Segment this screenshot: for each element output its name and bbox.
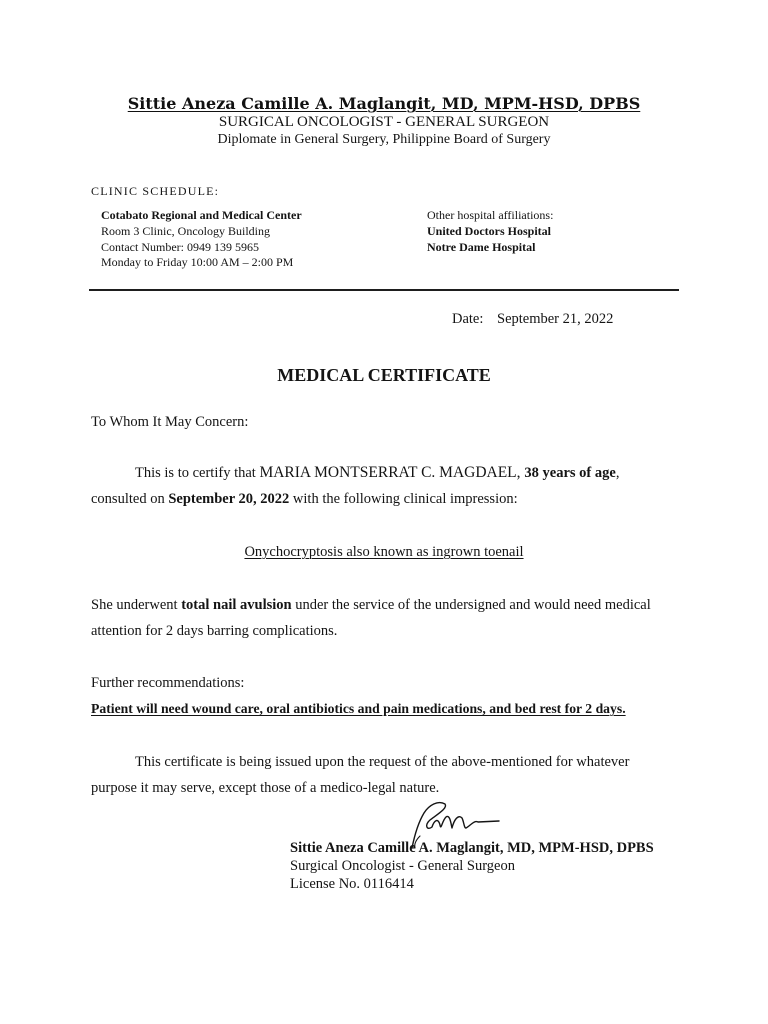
- signature-mark: [398, 796, 502, 850]
- closing-line-1: This certificate is being issued upon the request of the above-mentioned for whatever: [135, 754, 630, 770]
- certificate-title: MEDICAL CERTIFICATE: [277, 365, 491, 385]
- procedure-name: total nail avulsion: [181, 597, 292, 613]
- procedure-suffix: under the service of the undersigned and would need medical: [291, 597, 651, 613]
- clinic-hours: Monday to Friday 10:00 AM – 2:00 PM: [101, 255, 294, 269]
- letterhead-doctor-name: [0, 93, 768, 115]
- signatory-license: License No. 0116414: [290, 876, 414, 892]
- date-value: September 21, 2022: [497, 311, 614, 327]
- clinic-schedule-heading: CLINIC SCHEDULE:: [91, 184, 220, 198]
- clinical-impression: [0, 543, 768, 561]
- certification-line-2: [91, 490, 518, 508]
- consult-suffix: with the following clinical impression:: [289, 491, 518, 507]
- affiliation-hospital-1: United Doctors Hospital: [427, 224, 551, 238]
- clinic-room: Room 3 Clinic, Oncology Building: [101, 224, 271, 238]
- affiliations-heading: Other hospital affiliations:: [427, 208, 554, 222]
- recommendations-text: [91, 700, 626, 718]
- consult-prefix: consulted on: [91, 491, 169, 507]
- consult-date: September 20, 2022: [168, 491, 290, 507]
- patient-age: 38 years of age: [524, 465, 616, 481]
- signatory-title: Surgical Oncologist - General Surgeon: [290, 858, 515, 874]
- letterhead-board-certification: Diplomate in General Surgery, Philippine Board of Surgery: [217, 132, 551, 147]
- date-label: Date:: [452, 311, 484, 327]
- patient-name: MARIA MONTSERRAT C. MAGDAEL,: [259, 464, 525, 481]
- recommendations-text-content: Patient will need wound care, oral antibiotics and pain medications, and bed rest for 2 days.: [91, 701, 626, 716]
- clinic-contact: Contact Number: 0949 139 5965: [101, 240, 259, 254]
- procedure-prefix: She underwent: [91, 597, 182, 613]
- procedure-line-2: attention for 2 days barring complications.: [91, 623, 338, 639]
- certify-intro: This is to certify that: [135, 465, 260, 481]
- clinical-impression-text: Onychocryptosis also known as ingrown toenail: [244, 544, 524, 560]
- letterhead-divider: [89, 289, 679, 291]
- age-comma: ,: [615, 465, 620, 481]
- doctor-name-text: Sittie Aneza Camille A. Maglangit, MD, MPM-HSD, DPBS: [127, 94, 641, 113]
- salutation: To Whom It May Concern:: [91, 414, 249, 430]
- recommendations-heading: Further recommendations:: [91, 675, 245, 691]
- procedure-line-1: [91, 596, 651, 614]
- signatory-name: Sittie Aneza Camille A. Maglangit, MD, MPM-HSD, DPBS: [290, 840, 654, 856]
- letterhead-specialty: SURGICAL ONCOLOGIST - GENERAL SURGEON: [218, 114, 550, 130]
- clinic-name: Cotabato Regional and Medical Center: [101, 208, 302, 222]
- affiliation-hospital-2: Notre Dame Hospital: [427, 240, 536, 254]
- certification-line-1: [135, 464, 619, 482]
- closing-line-2: purpose it may serve, except those of a medico-legal nature.: [91, 780, 440, 796]
